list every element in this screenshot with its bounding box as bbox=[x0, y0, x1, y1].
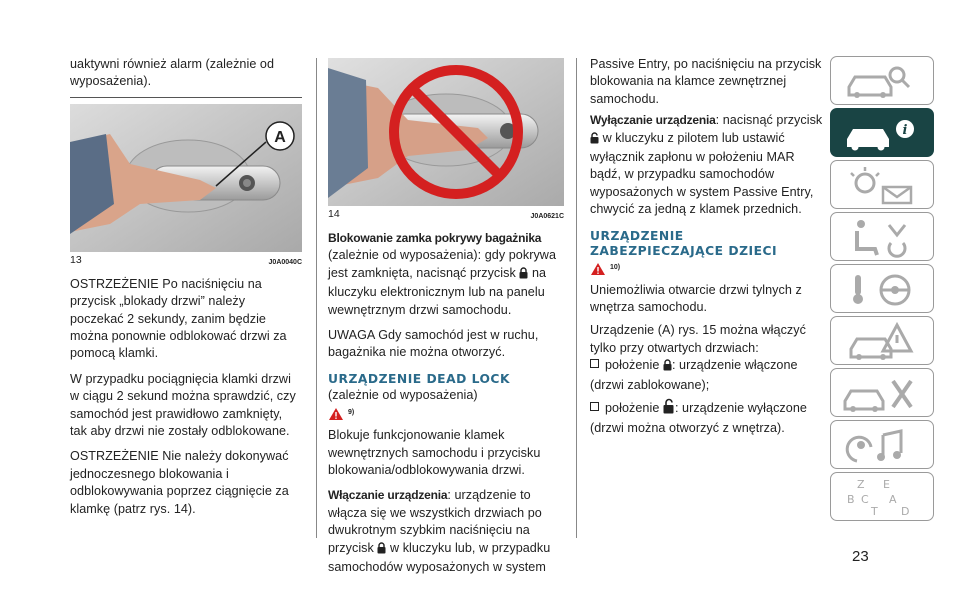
passive-entry-continuation: Passive Entry, po naciśnięciu na przycisk blokowania na klamce zewnętrznej samochodu. bbox=[590, 57, 822, 106]
maintenance-icon bbox=[831, 369, 935, 418]
lock-icon bbox=[663, 359, 672, 376]
bullet-locked-text: : urządzenie włączone (drzwi zablokowane); bbox=[590, 358, 798, 392]
figure-number: 14 bbox=[328, 208, 340, 220]
deactivation-text-b: w kluczyku z pilotem lub ustawić wyłącznik zapłonu w położeniu MAR bądź, w przypadku samochodów wyposażonych w system Passive Entry, chwycić za jedną z klamek przednich. bbox=[590, 130, 814, 217]
figure-code: J0A0621C bbox=[530, 213, 564, 220]
deactivation-title: Wyłączanie urządzenia bbox=[590, 113, 716, 128]
bullet-square bbox=[590, 359, 599, 368]
car-info-icon bbox=[831, 109, 935, 158]
seat-safety-icon bbox=[831, 213, 935, 262]
column-3 bbox=[590, 0, 826, 437]
uwaga-paragraph: UWAGA Gdy samochód jest w ruchu, bagażnika nie można otworzyć. bbox=[328, 328, 539, 360]
lid-lock-title: Blokowanie zamka pokrywy bagażnika bbox=[328, 231, 542, 245]
lid-lock-text-a: (zależnie od wyposażenia): gdy pokrywa jest zamknięta, nacisnąć przycisk bbox=[328, 248, 557, 280]
child-safety-heading-line2: ZABEZPIECZAJĄCE DZIECI bbox=[590, 243, 778, 258]
column-divider-1 bbox=[316, 58, 317, 538]
dead-lock-description: Blokuje funkcjonowanie klamek wewnętrznych samochodu i przycisku blokowania/odblokowywania drzwi. bbox=[328, 428, 541, 478]
svg-text:E: E bbox=[883, 478, 890, 491]
bullet-unlocked bbox=[590, 398, 826, 437]
svg-text:D: D bbox=[901, 505, 910, 518]
unlock-icon bbox=[663, 398, 675, 419]
sidebar-tab-steering-start[interactable] bbox=[830, 264, 934, 313]
bullet-locked bbox=[590, 357, 826, 394]
steering-start-icon bbox=[831, 265, 935, 314]
sidebar-tab-maintenance[interactable] bbox=[830, 368, 934, 417]
figure-code: J0A0040C bbox=[268, 258, 302, 266]
multimedia-icon bbox=[831, 421, 935, 470]
index-icon bbox=[831, 473, 935, 522]
lid-lock-text-b: na kluczyku elektronicznym lub na panelu wewnętrznym drzwi samochodu. bbox=[328, 265, 547, 317]
warning-paragraph-1: OSTRZEŻENIE Po naciśnięciu na przycisk „blokady drzwi” należy poczekać 2 sekundy, zanim będzie można ponownie odblokować drzwi za pomocą klamki. bbox=[70, 276, 287, 361]
car-search-icon bbox=[831, 57, 935, 106]
activation-title: Włączanie urządzenia bbox=[328, 488, 448, 503]
figure-13-caption bbox=[70, 254, 302, 266]
svg-text:Z: Z bbox=[857, 478, 865, 491]
dead-lock-heading: URZĄDZENIE DEAD LOCK bbox=[328, 371, 510, 386]
emergency-icon bbox=[831, 317, 935, 366]
sidebar-tab-seat-safety[interactable] bbox=[830, 212, 934, 261]
sidebar-tab-car-info[interactable] bbox=[830, 108, 934, 157]
figure-13-image bbox=[70, 104, 302, 252]
warning-paragraph-2: OSTRZEŻENIE Nie należy dokonywać jednoczesnego blokowania i odblokowywania poprzez ciągnięcie za klamkę (patrz rys. 14). bbox=[70, 449, 289, 516]
figure-number: 13 bbox=[70, 253, 82, 266]
bullet-unlocked-text: : urządzenie wyłączone (drzwi można otworzyć z wnętrza). bbox=[590, 401, 807, 435]
deactivation-paragraph bbox=[590, 112, 826, 218]
svg-text:i: i bbox=[902, 123, 908, 138]
child-safety-heading-line1: URZĄDZENIE bbox=[590, 228, 684, 243]
column-1 bbox=[70, 0, 302, 518]
sidebar-tab-car-search[interactable] bbox=[830, 56, 934, 105]
label-a: A bbox=[274, 128, 286, 146]
sidebar-tab-warning-lights[interactable] bbox=[830, 160, 934, 209]
figure-14-caption bbox=[328, 208, 564, 220]
warning-ref-number: 9) bbox=[348, 409, 355, 417]
bullet-locked-label: położenie bbox=[605, 358, 660, 373]
intro-text: uaktywni również alarm (zależnie od wyposażenia). bbox=[70, 57, 275, 89]
child-safety-para-2: Urządzenie (A) rys. 15 można włączyć tylko przy otwartych drzwiach: bbox=[590, 323, 806, 355]
svg-text:C: C bbox=[861, 493, 869, 506]
figure-14-image bbox=[328, 58, 564, 206]
figure-13-top-rule bbox=[70, 97, 302, 98]
door-handle-photo bbox=[70, 104, 302, 252]
bullet-square bbox=[590, 402, 599, 411]
activation-text-a: : urządzenie to włącza się we wszystkich drzwiach po dwukrotnym szybkim naciśnięciu na przycisk bbox=[328, 488, 542, 555]
lid-lock-paragraph bbox=[328, 230, 564, 319]
column-divider-2 bbox=[576, 58, 577, 538]
child-safety-para-1: Uniemożliwia otwarcie drzwi tylnych z wnętrza samochodu. bbox=[590, 282, 802, 315]
warning-triangle-icon bbox=[590, 262, 606, 276]
activation-text-b: w kluczyku lub, w przypadku samochodów wyposażonych w system bbox=[328, 540, 551, 575]
bullet-unlocked-label: położenie bbox=[605, 401, 660, 416]
child-safety-heading bbox=[590, 229, 826, 259]
svg-text:A: A bbox=[889, 493, 897, 506]
equipment-note: (zależnie od wyposażenia) bbox=[328, 387, 478, 402]
column-2 bbox=[328, 0, 564, 577]
svg-text:T: T bbox=[871, 505, 878, 518]
svg-text:B: B bbox=[847, 493, 855, 506]
warning-reference bbox=[328, 407, 354, 425]
warning-ref-number: 10) bbox=[610, 263, 621, 271]
activation-paragraph bbox=[328, 487, 564, 576]
page-number: 23 bbox=[852, 548, 869, 565]
sidebar-tab-multimedia[interactable] bbox=[830, 420, 934, 469]
lock-icon bbox=[377, 542, 386, 559]
door-handle-prohibited-photo bbox=[328, 58, 564, 206]
lock-icon bbox=[519, 267, 528, 284]
sidebar-tab-index[interactable] bbox=[830, 472, 934, 521]
paragraph-2: W przypadku pociągnięcia klamki drzwi w ciągu 2 sekund można sprawdzić, czy samochód jest prawidłowo zamknięty, tak aby drzwi nie zostały odblokowane. bbox=[70, 371, 296, 439]
sidebar-tab-emergency[interactable] bbox=[830, 316, 934, 365]
unlock-icon bbox=[590, 132, 599, 149]
deactivation-text-a: : nacisnąć przycisk bbox=[715, 113, 823, 128]
warning-reference bbox=[590, 262, 620, 280]
warning-triangle-icon bbox=[328, 407, 344, 421]
warning-lights-icon bbox=[831, 161, 935, 210]
